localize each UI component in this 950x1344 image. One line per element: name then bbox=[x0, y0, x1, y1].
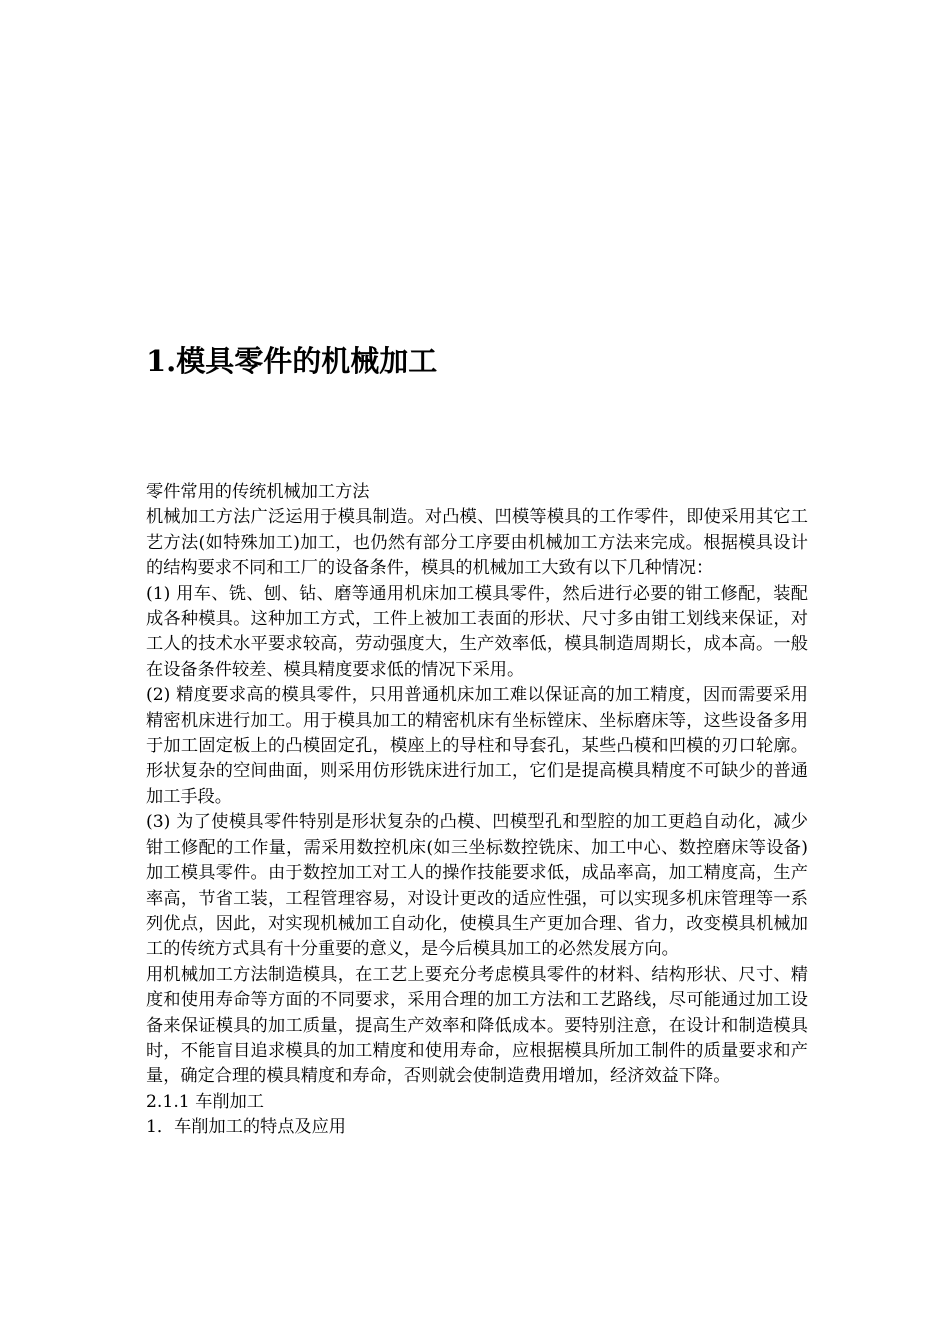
body-text bbox=[146, 480, 808, 1141]
chapter-title: 1.模具零件的机械加工 bbox=[146, 344, 438, 378]
paragraph-intro: 机械加工方法广泛运用于模具制造。对凸模、凹模等模具的工作零件，即使采用其它工艺方法(如特殊加工)加工，也仍然有部分工序要由机械加工方法来完成。根据模具设计的结构要求不同和工厂的设备条件，模具的机械加工大致有以下几种情况： bbox=[146, 507, 808, 579]
subsection-heading-turning-features: 1．车削加工的特点及应用 bbox=[146, 1117, 346, 1138]
paragraph-item-3: (3) 为了使模具零件特别是形状复杂的凸模、凹模型孔和型腔的加工更趋自动化，减少钳工修配的工作量，需采用数控机床(如三坐标数控铣床、加工中心、数控磨床等设备)加工模具零件。由于数控加工对工人的操作技能要求低，成品率高，加工精度高，生产率高，节省工装，工程管理容易，对设计更改的适应性强，可以实现多机床管理等一系列优点，因此，对实现机械加工自动化，使模具生产更加合理、省力，改变模具机械加工的传统方式具有十分重要的意义，是今后模具加工的必然发展方向。 bbox=[146, 812, 808, 960]
paragraph-item-2: (2) 精度要求高的模具零件，只用普通机床加工难以保证高的加工精度，因而需要采用精密机床进行加工。用于模具加工的精密机床有坐标镗床、坐标磨床等，这些设备多用于加工固定板上的凸模固定孔，模座上的导柱和导套孔，某些凸模和凹模的刃口轮廓。形状复杂的空间曲面，则采用仿形铣床进行加工，它们是提高模具精度不可缺少的普通加工手段。 bbox=[146, 685, 808, 807]
section-heading-traditional-methods: 零件常用的传统机械加工方法 bbox=[146, 482, 370, 502]
paragraph-item-1: (1) 用车、铣、刨、钻、磨等通用机床加工模具零件，然后进行必要的钳工修配，装配成各种模具。这种加工方式，工件上被加工表面的形状、尺寸多由钳工划线来保证，对工人的技术水平要求较高，劳动强度大，生产效率低，模具制造周期长，成本高。一般在设备条件较差、模具精度要求低的情况下采用。 bbox=[146, 583, 808, 680]
paragraph-summary: 用机械加工方法制造模具，在工艺上要充分考虑模具零件的材料、结构形状、尺寸、精度和使用寿命等方面的不同要求，采用合理的加工方法和工艺路线，尽可能通过加工设备来保证模具的加工质量，提高生产效率和降低成本。要特别注意，在设计和制造模具时，不能盲目追求模具的加工精度和使用寿命，应根据模具所加工制件的质量要求和产量，确定合理的模具精度和寿命，否则就会使制造费用增加，经济效益下降。 bbox=[146, 964, 808, 1087]
section-heading-turning: 2.1.1 车削加工 bbox=[146, 1091, 264, 1112]
